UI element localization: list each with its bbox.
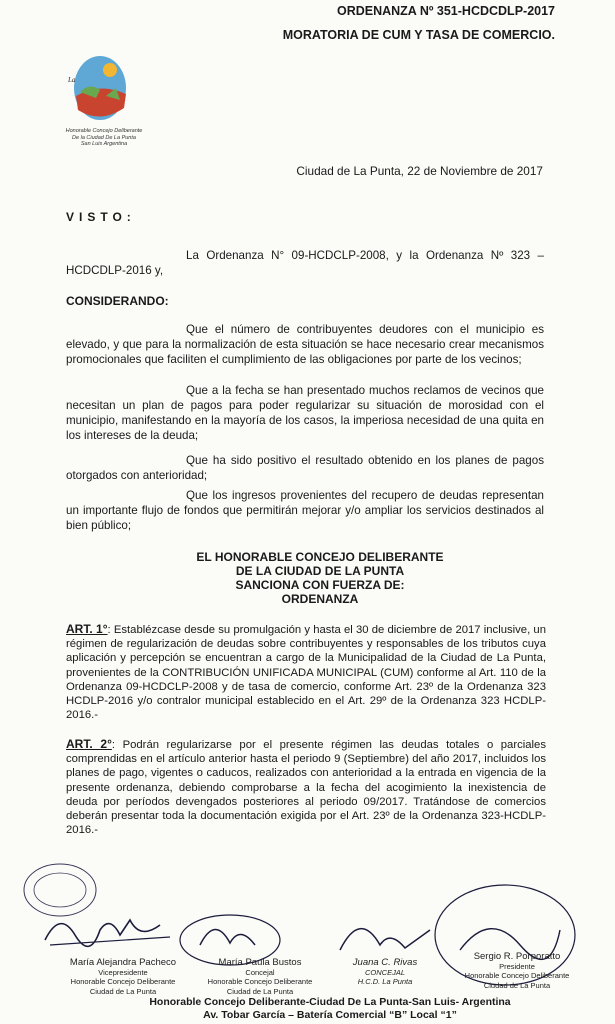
signatory-org: Ciudad de La Punta xyxy=(226,986,294,996)
article-text: : Establézcase desde su promulgación y hasta el 30 de diciembre de 2017 inclusive, un régimen de regularización de deudas sobre contribuyentes y responsables de los tributos cuya aplicación y percepción se encuentran a cargo de la Municipalidad de la Ciudad de La Punta, provenientes de la CONTRIBUCIÓN UNIFICADA MUNICIPAL (CUM) conforme al Art. 110 de la Ordenanza 09-HCDCLP-2008 y de tasa de comercio, conforme Art. 23º de la Ordenanza 323 HCDLP-2016 y/o contralor municipal establecido en el Art. 29º de la Ordenanza 323 HCDLP-2016.- xyxy=(66,624,546,722)
svg-text:La: La xyxy=(68,76,76,84)
considerando-paragraph: Que los ingresos provenientes del recupero de deudas representan un importante flujo de fondos que permitirán mejorar y/o ampliar los servicios destinados al bien público; xyxy=(66,489,544,532)
signatory-org: Ciudad de La Punta xyxy=(89,986,157,996)
signatory-name: María Alejandra Pacheco xyxy=(69,957,177,968)
signatory-name: María Paula Bustos xyxy=(218,957,302,968)
signature-block xyxy=(190,958,330,996)
sanciona-block xyxy=(100,550,540,606)
signatory-role: Vicepresidente xyxy=(98,967,148,977)
signatory-org: Honorable Concejo Deliberante xyxy=(70,977,176,986)
visto-text: La Ordenanza N° 09-HCDCLP-2008, y la Ordenanza Nº 323 – HCDCDLP-2016 y, xyxy=(66,249,544,277)
sanciona-line: ORDENANZA xyxy=(281,592,359,606)
signature-bustos-icon xyxy=(170,905,300,965)
logo-caption xyxy=(64,128,144,148)
article-2 xyxy=(66,737,546,837)
logo-caption-line: San Luis Argentina xyxy=(80,141,128,147)
signatory-org: Honorable Concejo Deliberante xyxy=(207,977,313,986)
considerando-paragraph: Que el número de contribuyentes deudores con el municipio es elevado, y que para la normalización de esta situación se hace necesario crear mecanismos promocionales que faciliten el cumplimiento de las obligaciones por parte de los vecinos; xyxy=(66,323,544,366)
article-text: : Podrán regularizarse por el presente régimen las deudas totales o parciales comprendidas en el artículo anterior hasta el periodo 9 (Septiembre) del año 2017, incluidos los planes de pago, vigentes o caducos, realizados con anterioridad a la entrada en vigencia de la presente ordenanza, debiendo comprobarse a la fecha del acogimiento la inexistencia de deuda por períodos devengados posteriores al periodo 09/2017. Tratándose de comercios deberán presentar toda la documentación exigida por el Art. 23º de la Ordenanza 323-HCDLP-2016.- xyxy=(66,739,546,837)
visto-heading: VISTO: xyxy=(66,210,136,224)
footer-address-line: Honorable Concejo Deliberante-Ciudad De La Punta-San Luis- Argentina xyxy=(149,996,511,1008)
signature-block xyxy=(48,958,198,996)
signatory-role: Presidente xyxy=(499,961,535,971)
logo-caption-line: De la Ciudad De La Punta xyxy=(72,134,136,141)
footer-address-line: Av. Tobar García – Batería Comercial “B” Local “1” xyxy=(203,1009,457,1021)
document-date: Ciudad de La Punta, 22 de Noviembre de 2017 xyxy=(296,164,543,178)
signatory-role: Concejal xyxy=(245,967,275,977)
logo-caption-line: Honorable Concejo Deliberante xyxy=(65,128,143,134)
signatory-org: Ciudad de La Punta xyxy=(483,980,551,990)
council-logo-icon xyxy=(66,52,130,124)
considerando-heading: CONSIDERANDO: xyxy=(66,294,169,308)
signatory-name: Juana C. Rivas xyxy=(352,957,418,968)
sanciona-line: DE LA CIUDAD DE LA PUNTA xyxy=(235,564,405,578)
article-label: ART. 2° xyxy=(66,737,112,751)
signatory-org: H.C.D. La Punta xyxy=(357,977,413,986)
article-label: ART. 1° xyxy=(66,622,108,636)
considerando-paragraph: Que ha sido positivo el resultado obtenido en los planes de pagos otorgados con anterioridad; xyxy=(66,454,544,482)
sanciona-line: EL HONORABLE CONCEJO DELIBERANTE xyxy=(196,550,444,564)
ordinance-title: ORDENANZA Nº 351-HCDCDLP-2017 xyxy=(336,4,555,18)
signatory-org: Honorable Concejo Deliberante xyxy=(464,971,570,980)
article-1 xyxy=(66,622,546,722)
signature-block xyxy=(330,958,440,987)
signature-block xyxy=(452,952,582,990)
signatory-role: CONCEJAL xyxy=(364,967,405,977)
signatory-name: Sergio R. Porporatto xyxy=(473,951,561,962)
ordinance-subtitle: MORATORIA DE CUM Y TASA DE COMERCIO. xyxy=(282,28,555,42)
signature-pacheco-icon xyxy=(40,905,180,955)
sanciona-line: SANCIONA CON FUERZA DE: xyxy=(235,578,405,592)
considerando-paragraph: Que a la fecha se han presentado muchos reclamos de vecinos que necesitan un plan de pagos para poder regularizar su situación de morosidad con el municipio, manifestando en la mayoría de los casos, la imperiosa necesidad de una quita en los intereses de la deuda; xyxy=(66,384,544,442)
signature-rivas-icon xyxy=(330,900,440,960)
